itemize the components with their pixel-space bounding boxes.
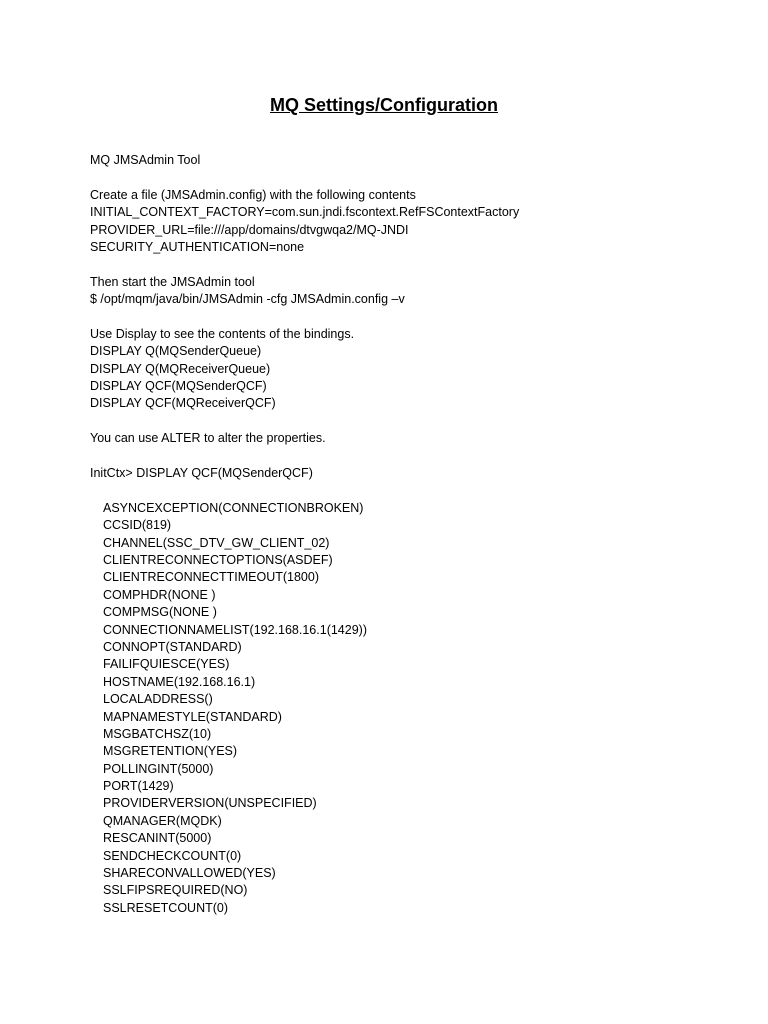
config-line: INITIAL_CONTEXT_FACTORY=com.sun.jndi.fscontext.RefFSContextFactory — [90, 205, 520, 220]
spacer — [90, 169, 730, 186]
spacer — [90, 413, 730, 430]
property-line: MSGBATCHSZ(10) — [103, 726, 212, 741]
property-line: MSGRETENTION(YES) — [103, 744, 238, 759]
property-line: SSLRESETCOUNT(0) — [103, 900, 229, 915]
property-line: MAPNAMESTYLE(STANDARD) — [103, 709, 282, 724]
page-title: MQ Settings/Configuration — [270, 95, 498, 115]
config-intro: Create a file (JMSAdmin.config) with the following contents — [90, 187, 416, 202]
property-line: SHARECONVALLOWED(YES) — [103, 866, 276, 881]
config-line: PROVIDER_URL=file:///app/domains/dtvgwqa2/MQ-JNDI — [90, 222, 409, 237]
property-line: CLIENTRECONNECTOPTIONS(ASDEF) — [103, 552, 333, 567]
spacer — [90, 309, 730, 326]
property-line: ASYNCEXCEPTION(CONNECTIONBROKEN) — [103, 500, 364, 515]
config-line: SECURITY_AUTHENTICATION=none — [90, 239, 305, 254]
property-line: LOCALADDRESS() — [103, 692, 213, 707]
property-line: HOSTNAME(192.168.16.1) — [103, 674, 256, 689]
property-line: CHANNEL(SSC_DTV_GW_CLIENT_02) — [103, 535, 330, 550]
display-command: DISPLAY QCF(MQSenderQCF) — [90, 379, 267, 394]
spacer — [90, 256, 730, 273]
properties-list — [103, 500, 730, 917]
display-intro: Use Display to see the contents of the bindings. — [90, 326, 355, 341]
tool-heading: MQ JMSAdmin Tool — [90, 153, 201, 167]
property-line: PORT(1429) — [103, 779, 174, 794]
prompt-line: InitCtx> DISPLAY QCF(MQSenderQCF) — [90, 466, 313, 481]
property-line: SSLFIPSREQUIRED(NO) — [103, 883, 248, 898]
property-line: CONNOPT(STANDARD) — [103, 639, 242, 654]
property-line: CONNECTIONNAMELIST(192.168.16.1(1429)) — [103, 622, 367, 637]
document-body — [90, 152, 730, 917]
property-line: FAILIFQUIESCE(YES) — [103, 657, 230, 672]
display-command: DISPLAY Q(MQSenderQueue) — [90, 344, 262, 359]
property-line: SENDCHECKCOUNT(0) — [103, 848, 242, 863]
spacer — [90, 448, 730, 465]
property-line: POLLINGINT(5000) — [103, 761, 214, 776]
alter-note: You can use ALTER to alter the properties. — [90, 431, 326, 446]
property-line: QMANAGER(MQDK) — [103, 813, 222, 828]
property-line: COMPMSG(NONE ) — [103, 605, 217, 620]
property-line: COMPHDR(NONE ) — [103, 587, 216, 602]
display-command: DISPLAY QCF(MQReceiverQCF) — [90, 396, 276, 411]
start-intro: Then start the JMSAdmin tool — [90, 274, 255, 289]
property-line: CLIENTRECONNECTTIMEOUT(1800) — [103, 570, 319, 585]
property-line: PROVIDERVERSION(UNSPECIFIED) — [103, 796, 317, 811]
spacer — [90, 482, 730, 499]
display-command: DISPLAY Q(MQReceiverQueue) — [90, 361, 271, 376]
start-command: $ /opt/mqm/java/bin/JMSAdmin -cfg JMSAdmin.config –v — [90, 292, 405, 307]
property-line: CCSID(819) — [103, 518, 172, 533]
property-line: RESCANINT(5000) — [103, 831, 212, 846]
